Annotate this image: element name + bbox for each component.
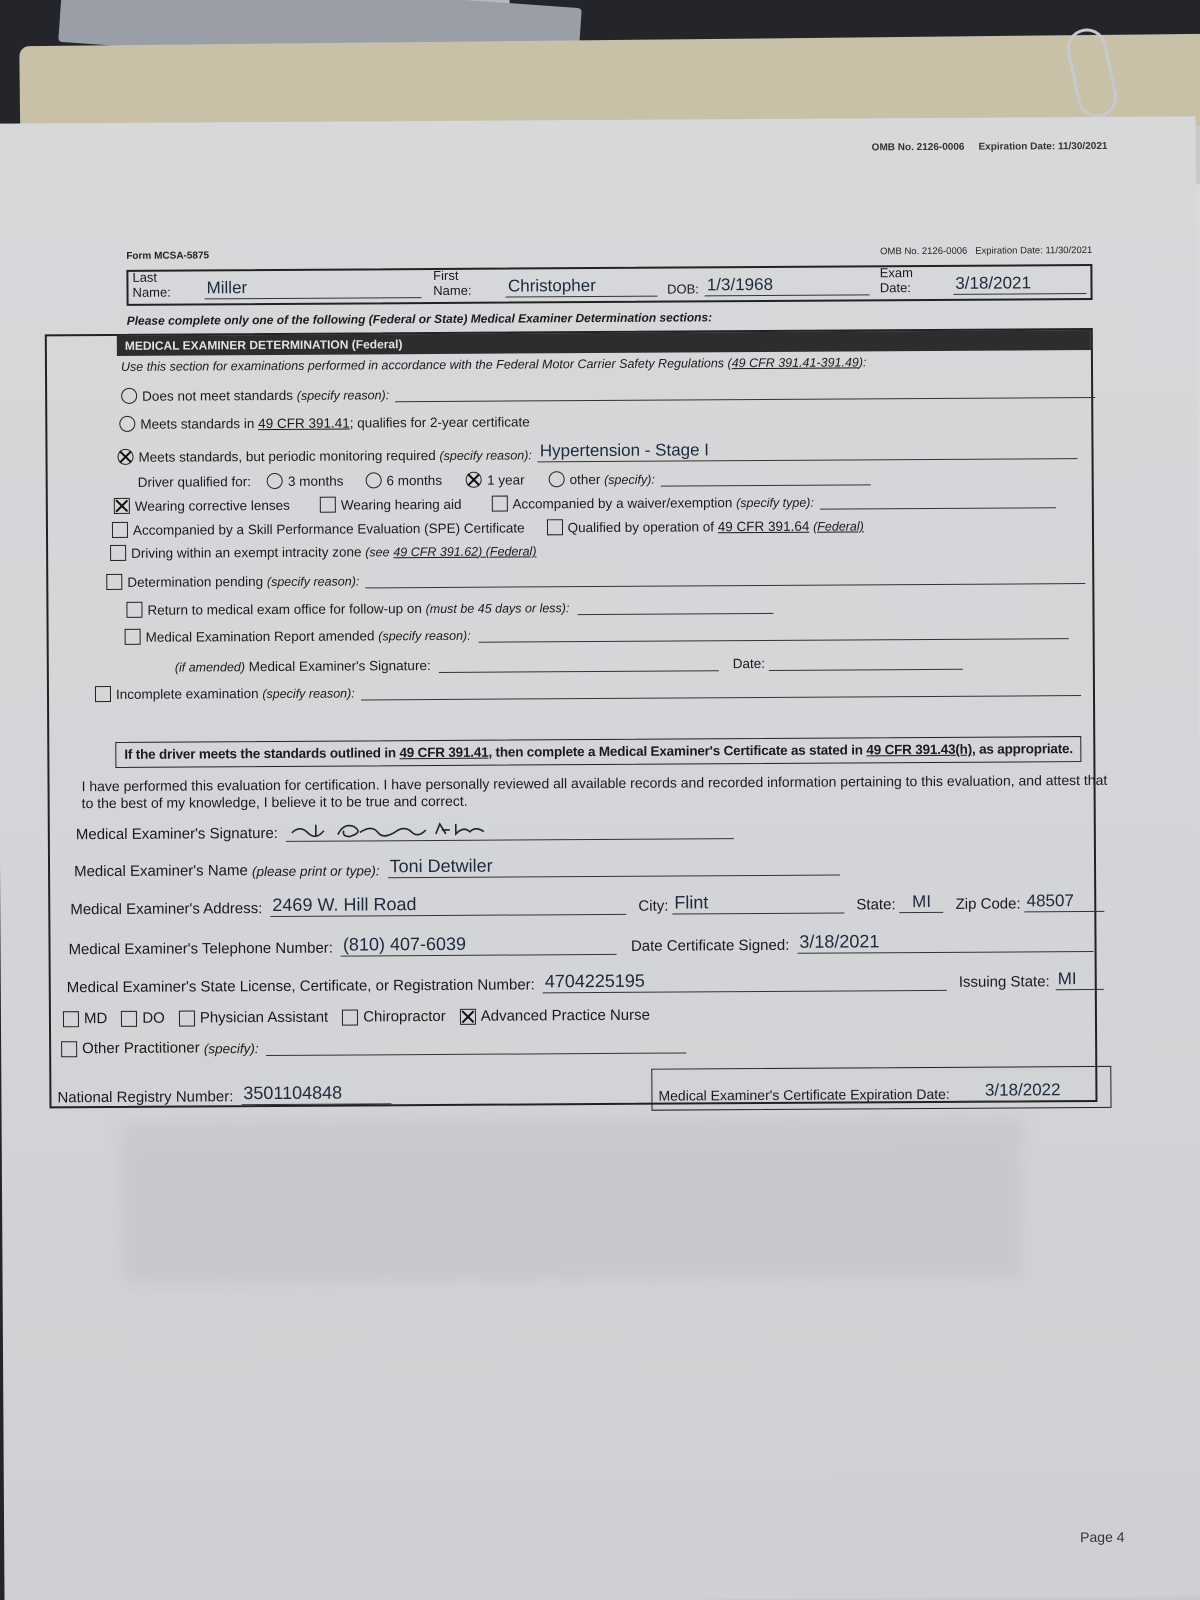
notice-link-2[interactable]: 49 CFR 391.43(h) — [866, 741, 973, 758]
intracity-label: Driving within an exempt intracity zone — [131, 544, 362, 561]
first-name-field[interactable]: Christopher — [506, 276, 657, 298]
not-meet-label: Does not meet standards — [142, 387, 294, 404]
amended-checkbox[interactable] — [125, 629, 141, 645]
incomplete-reason-field[interactable] — [361, 682, 1081, 700]
section-intro — [121, 355, 867, 374]
apn-checkbox[interactable] — [460, 1009, 476, 1025]
hearing-aid-checkbox[interactable] — [320, 497, 336, 513]
pending-row — [106, 568, 1085, 590]
amended-reason-field[interactable] — [479, 625, 1069, 643]
aids-row — [114, 492, 1056, 514]
qualified-operation-checkbox[interactable] — [547, 519, 563, 535]
form-page — [0, 116, 1200, 1600]
form-instruction: Please complete only one of the following (Federal or State) Medical Examiner Determination sections: — [126, 310, 713, 328]
address-row — [70, 890, 1104, 918]
option-not-meet — [121, 382, 1095, 404]
certificate-notice — [115, 736, 1081, 768]
apn-label: Advanced Practice Nurse — [480, 1006, 651, 1025]
qualified-operation-federal: (Federal) — [813, 519, 864, 534]
intro-reference-link[interactable]: 49 CFR 391.41-391.49 — [731, 355, 859, 371]
six-months-radio[interactable] — [365, 472, 381, 488]
form-heading — [44, 245, 1112, 263]
chiropractor-label: Chiropractor — [363, 1007, 446, 1026]
city-field[interactable]: Flint — [672, 892, 844, 915]
address-field[interactable]: 2469 W. Hill Road — [270, 893, 626, 917]
page-number: Page 4 — [1080, 1528, 1125, 1546]
spe-row — [112, 517, 864, 538]
form-omb — [880, 245, 1092, 257]
examiner-name-field[interactable]: Toni Detwiler — [387, 854, 839, 879]
license-field[interactable]: 4704225195 — [543, 969, 947, 993]
address-label: Medical Examiner's Address: — [70, 900, 263, 919]
first-name-label: First Name: — [433, 267, 472, 299]
other-practitioner-checkbox[interactable] — [61, 1041, 77, 1057]
not-meet-radio[interactable] — [121, 388, 137, 404]
waiver-type-field[interactable] — [820, 494, 1056, 509]
hearing-aid-label: Wearing hearing aid — [340, 496, 462, 513]
waiver-checkbox[interactable] — [491, 496, 507, 512]
amended-date-field[interactable] — [769, 656, 963, 671]
mcsa-form — [44, 245, 1117, 1109]
form-id: Form MCSA-5875 — [126, 250, 210, 262]
examiner-name-hint: (please print or type): — [251, 863, 380, 880]
three-months-radio[interactable] — [267, 473, 283, 489]
chiropractor-checkbox[interactable] — [342, 1009, 358, 1025]
meets-prefix: Meets standards in — [140, 416, 255, 432]
pending-reason-field[interactable] — [365, 570, 1085, 588]
other-practitioner-label: Other Practitioner — [82, 1039, 200, 1058]
other-duration-hint: (specify): — [604, 472, 655, 487]
md-label: MD — [83, 1010, 108, 1028]
pa-checkbox[interactable] — [179, 1010, 195, 1026]
return-office-hint: (must be 45 days or less): — [425, 601, 570, 617]
other-practitioner-field[interactable] — [267, 1039, 687, 1056]
dob-label: DOB: — [666, 281, 699, 297]
amended-signature-row — [175, 655, 963, 675]
pa-label: Physician Assistant — [199, 1008, 329, 1027]
phone-row — [68, 930, 1093, 958]
state-label: State: — [856, 896, 896, 914]
bleed-through — [122, 1117, 1023, 1282]
license-row — [67, 968, 1104, 996]
last-name-field[interactable]: Miller — [205, 277, 422, 299]
signature-row — [76, 816, 734, 843]
meets-reference-link[interactable]: 49 CFR 391.41 — [258, 415, 350, 432]
examiner-signature[interactable] — [286, 816, 734, 842]
date-signed-label: Date Certificate Signed: — [630, 936, 790, 955]
attestation-text: I have performed this evaluation for certification. I have personally reviewed all available records and recorded information pertaining to this evaluation, and attest that to the best of my knowledge, I believe it to be true and correct. — [81, 771, 1108, 812]
intracity-checkbox[interactable] — [110, 545, 126, 561]
determination-section — [45, 328, 1108, 1108]
registry-field[interactable]: 3501104848 — [241, 1082, 391, 1105]
return-row — [126, 598, 773, 618]
intro-end: ): — [858, 355, 867, 370]
form-omb-number: OMB No. 2126-0006 — [880, 245, 968, 258]
intro-text: Use this section for examinations performed in accordance with the Federal Motor Carrier Safety Regulations ( — [120, 356, 732, 374]
phone-label: Medical Examiner's Telephone Number: — [68, 939, 333, 959]
form-expiration: Expiration Date: 11/30/2021 — [975, 244, 1093, 257]
meets-radio[interactable] — [119, 416, 135, 432]
not-meet-reason-field[interactable] — [395, 384, 1095, 402]
signature-label: Medical Examiner's Signature: — [75, 824, 279, 844]
last-name-label: Last Name: — [132, 269, 171, 300]
notice-text-1: If the driver meets the standards outlined in — [124, 745, 396, 762]
other-practitioner-hint: (specify): — [203, 1041, 259, 1057]
cert-exp-label: Medical Examiner's Certificate Expiration Date: — [658, 1085, 950, 1104]
state-field[interactable]: MI — [900, 892, 944, 913]
corrective-lenses-label: Wearing corrective lenses — [134, 497, 290, 514]
other-duration-label: other — [569, 471, 601, 488]
md-checkbox[interactable] — [63, 1011, 79, 1027]
one-year-radio[interactable] — [466, 472, 482, 488]
patient-info-box — [126, 264, 1092, 306]
phone-field[interactable]: (810) 407-6039 — [341, 933, 617, 957]
incomplete-hint: (specify reason): — [262, 686, 355, 702]
return-office-label: Return to medical exam office for follow-up on — [147, 601, 422, 618]
zip-label: Zip Code: — [955, 895, 1021, 913]
dob-field[interactable]: 1/3/1968 — [705, 274, 870, 296]
six-months-label: 6 months — [386, 472, 443, 489]
signature-scrawl — [286, 818, 496, 841]
qualified-for-row — [138, 469, 871, 489]
expiration-date: Expiration Date: 11/30/2021 — [978, 140, 1108, 153]
qualified-operation-link[interactable]: 49 CFR 391.64 — [717, 518, 810, 535]
issuing-state-label: Issuing State: — [958, 973, 1050, 991]
incomplete-row — [95, 680, 1081, 702]
option-meets — [119, 413, 530, 432]
notice-link-1[interactable]: 49 CFR 391.41 — [399, 744, 489, 761]
other-duration-radio[interactable] — [549, 471, 565, 487]
other-practitioner-row — [61, 1036, 687, 1057]
pending-label: Determination pending — [127, 574, 264, 590]
pending-checkbox[interactable] — [106, 574, 122, 590]
periodic-hint: (specify reason): — [439, 448, 532, 463]
three-months-label: 3 months — [287, 473, 344, 489]
pending-hint: (specify reason): — [266, 574, 360, 590]
registry-label: National Registry Number: — [57, 1088, 234, 1107]
waiver-hint: (specify type): — [736, 495, 814, 511]
periodic-reason-field[interactable]: Hypertension - Stage I — [538, 438, 1078, 462]
amended-date-label: Date: — [732, 655, 766, 672]
amended-label: Medical Examination Report amended — [145, 628, 375, 645]
one-year-label: 1 year — [486, 472, 525, 488]
incomplete-label: Incomplete examination — [115, 686, 259, 702]
do-label: DO — [142, 1009, 165, 1027]
amended-hint: (specify reason): — [378, 628, 471, 644]
other-duration-field[interactable] — [661, 471, 871, 486]
return-office-checkbox[interactable] — [126, 602, 142, 618]
waiver-label: Accompanied by a waiver/exemption — [512, 495, 733, 512]
spe-checkbox[interactable] — [112, 522, 128, 538]
amended-sig-label: Medical Examiner's Signature: — [248, 658, 431, 675]
spe-label: Accompanied by a Skill Performance Evaluation (SPE) Certificate — [132, 520, 525, 538]
exam-date-label: Exam Date: — [879, 265, 914, 296]
notice-text-2: , then complete a Medical Examiner's Certificate as stated in — [488, 742, 863, 760]
notice-text-3: , as appropriate. — [971, 741, 1073, 757]
exam-date-field[interactable]: 3/18/2021 — [953, 273, 1086, 295]
intracity-federal: ) (Federal) — [478, 544, 537, 559]
not-meet-hint: (specify reason): — [296, 388, 390, 403]
qualified-for-label: Driver qualified for: — [137, 474, 252, 490]
omb-number: OMB No. 2126-0006 — [871, 141, 965, 154]
cert-exp-field[interactable]: 3/18/2022 — [958, 1080, 1088, 1102]
certificate-expiration-box — [651, 1066, 1111, 1111]
omb-header — [872, 141, 1122, 154]
intracity-link[interactable]: 49 CFR 391.62 — [393, 544, 479, 560]
return-office-field[interactable] — [577, 600, 773, 615]
examiner-name-row — [74, 854, 840, 881]
license-label: Medical Examiner's State License, Certificate, or Registration Number: — [66, 976, 535, 997]
intracity-row — [110, 542, 536, 561]
amended-sig-hint: (if amended) — [174, 660, 246, 675]
option-periodic — [117, 438, 1077, 465]
do-checkbox[interactable] — [121, 1011, 137, 1027]
issuing-state-field[interactable]: MI — [1056, 969, 1104, 990]
periodic-label: Meets standards, but periodic monitoring required — [138, 447, 436, 465]
registry-row — [57, 1082, 391, 1106]
date-signed-field[interactable]: 3/18/2021 — [797, 930, 1093, 954]
examiner-name-label: Medical Examiner's Name — [74, 862, 248, 881]
qualified-operation-label: Qualified by operation of — [567, 519, 715, 536]
periodic-radio[interactable] — [117, 449, 133, 465]
examiner-type-row — [63, 1007, 650, 1028]
city-label: City: — [638, 897, 669, 915]
intracity-hint: (see — [365, 545, 390, 560]
amended-signature-field[interactable] — [439, 657, 719, 673]
meets-suffix: ; qualifies for 2-year certificate — [349, 414, 530, 431]
section-header: MEDICAL EXAMINER DETERMINATION (Federal) — [117, 330, 1091, 356]
zip-field[interactable]: 48507 — [1025, 891, 1105, 912]
corrective-lenses-checkbox[interactable] — [114, 498, 130, 514]
amended-row — [125, 623, 1069, 645]
incomplete-checkbox[interactable] — [95, 686, 111, 702]
